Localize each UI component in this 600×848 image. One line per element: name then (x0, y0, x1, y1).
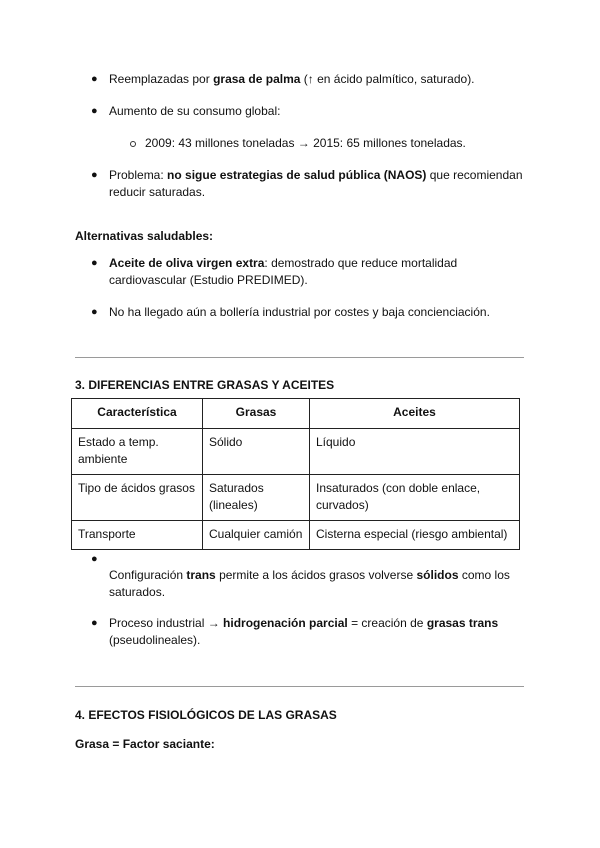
horizontal-divider (75, 686, 524, 687)
text-run: Problema: (109, 168, 168, 182)
bullet-dot: ● (91, 105, 98, 117)
sub-bullet-tonnage: 2009: 43 millones toneladas → 2015: 65 millones toneladas. (145, 136, 466, 150)
text-run: : demostrado que reduce mortalidad (264, 256, 458, 270)
table-cell: Insaturados (con doble enlace, curvados) (310, 475, 520, 521)
text-run: = creación de (347, 616, 427, 630)
header-fats: Grasas (203, 399, 310, 429)
text-run: Reemplazadas por (109, 72, 214, 86)
bullet-dot: ● (91, 169, 98, 181)
bullet-industrial-process (109, 615, 529, 649)
text-run: que recomiendan (426, 168, 523, 182)
section4-subheading: Grasa = Factor saciante: (75, 737, 215, 751)
table-row (72, 475, 520, 521)
bold-run: sólidos (416, 568, 459, 582)
bold-run: trans (186, 568, 216, 582)
text-run: permite a los ácidos grasos volverse (215, 568, 417, 582)
bold-run: grasas trans (426, 616, 499, 630)
table-row (72, 521, 520, 550)
comparison-table (71, 398, 520, 550)
table-cell: Estado a temp. ambiente (72, 429, 203, 475)
bullet-trans-config (109, 567, 529, 601)
text-run: Proceso industrial → (109, 616, 224, 630)
header-characteristic: Característica (72, 399, 203, 429)
section4-heading: 4. EFECTOS FISIOLÓGICOS DE LAS GRASAS (75, 708, 337, 722)
bold-run: Aceite de oliva virgen extra (109, 256, 265, 270)
bullet-problem (109, 167, 534, 201)
table-cell: Tipo de ácidos grasos (72, 475, 203, 521)
bullet-palm-oil (109, 71, 475, 88)
bullet-dot: ● (91, 73, 98, 85)
table-cell: Sólido (203, 429, 310, 475)
table-header-row (72, 399, 520, 429)
table-row (72, 429, 520, 475)
bullet-olive-oil (109, 255, 529, 289)
table-cell: Cisterna especial (riesgo ambiental) (310, 521, 520, 550)
table-cell: Cualquier camión (203, 521, 310, 550)
horizontal-divider (75, 357, 524, 358)
text-run: Configuración (109, 568, 187, 582)
bullet-bakery: No ha llegado aún a bollería industrial por costes y baja concienciación. (109, 305, 490, 319)
bold-run: grasa de palma (213, 72, 301, 86)
section3-heading: 3. DIFERENCIAS ENTRE GRASAS Y ACEITES (75, 378, 335, 392)
bullet-dot: ● (91, 617, 98, 629)
bullet-consumption: Aumento de su consumo global: (109, 104, 281, 118)
bullet-dot: ● (91, 306, 98, 318)
alternatives-heading: Alternativas saludables: (75, 229, 214, 243)
bullet-dot: ● (91, 257, 98, 269)
text-run: saturados. (109, 585, 166, 599)
bold-run: no sigue estrategias de salud pública (NAOS) (167, 168, 427, 182)
text-run: (pseudolineales). (109, 633, 201, 647)
bullet-dot: ● (91, 553, 98, 565)
text-run: como los (458, 568, 510, 582)
sub-bullet-circle (130, 141, 136, 147)
text-run: cardiovascular (Estudio PREDIMED). (109, 273, 308, 287)
header-oils: Aceites (310, 399, 520, 429)
bold-run: hidrogenación parcial (223, 616, 348, 630)
table-cell: Transporte (72, 521, 203, 550)
text-run: reducir saturadas. (109, 185, 206, 199)
table-cell: Líquido (310, 429, 520, 475)
text-run: (↑ en ácido palmítico, saturado). (300, 72, 475, 86)
table-cell: Saturados (lineales) (203, 475, 310, 521)
